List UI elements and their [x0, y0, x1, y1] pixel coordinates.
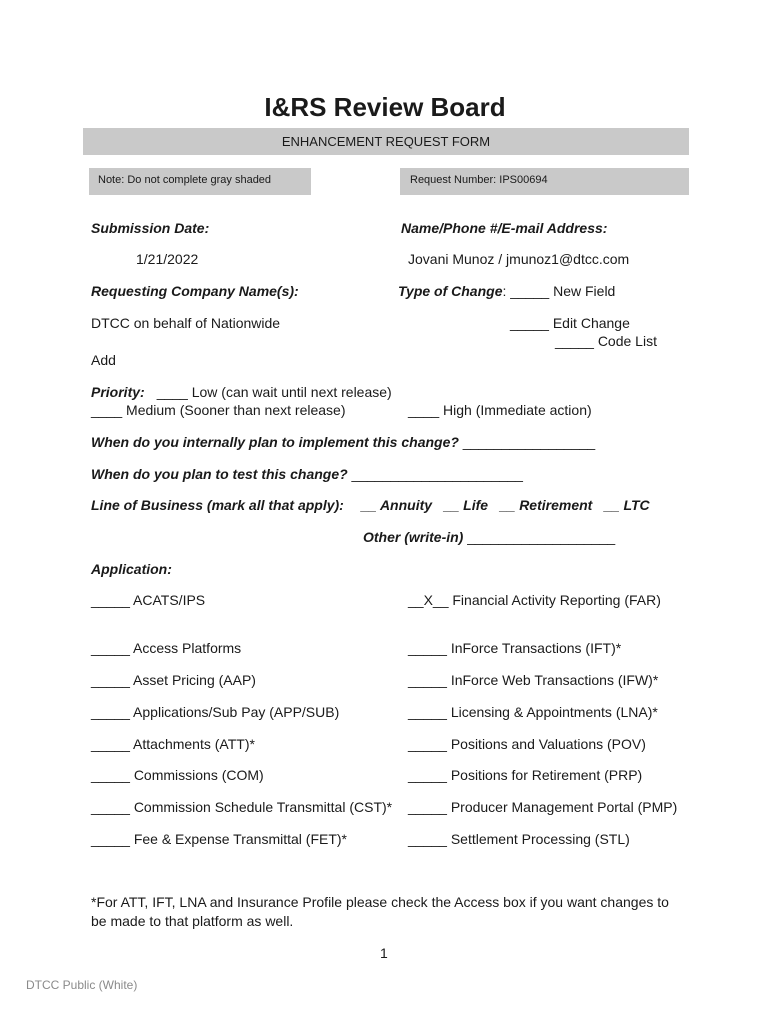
change-type-edit-change: _____ Edit Change — [510, 315, 630, 331]
other-write-in-label: Other (write-in) — [363, 529, 464, 545]
app-financial-activity-reporting: __X__ Financial Activity Reporting (FAR) — [408, 592, 661, 608]
app-fee-expense-transmittal: _____ Fee & Expense Transmittal (FET)* — [91, 831, 347, 847]
change-type-new-field: : _____ New Field — [502, 283, 616, 299]
contact-value: Jovani Munoz / jmunoz1@dtcc.com — [408, 251, 630, 267]
test-question-line — [91, 466, 523, 482]
implement-question-line — [91, 434, 595, 450]
app-positions-retirement: _____ Positions for Retirement (PRP) — [408, 767, 643, 783]
submission-date-label: Submission Date: — [91, 220, 210, 236]
app-licensing-appointments: _____ Licensing & Appointments (LNA)* — [408, 704, 658, 720]
app-producer-management-portal: _____ Producer Management Portal (PMP) — [408, 799, 678, 815]
page-title: I&RS Review Board — [264, 92, 506, 122]
priority-high: ____ High (Immediate action) — [408, 402, 592, 418]
gray-shading-note: Note: Do not complete gray shaded — [89, 168, 311, 195]
app-inforce-transactions: _____ InForce Transactions (IFT)* — [408, 640, 622, 656]
priority-medium: ____ Medium (Sooner than next release) — [91, 402, 346, 418]
submission-date-value: 1/21/2022 — [136, 251, 199, 267]
form-type-band: ENHANCEMENT REQUEST FORM — [83, 128, 689, 155]
test-question-blank: ______________________ — [347, 466, 523, 482]
line-of-business-label: Line of Business (mark all that apply): — [91, 497, 344, 513]
application-label: Application: — [91, 561, 172, 577]
footnote-line-2: be made to that platform as well. — [91, 913, 294, 929]
priority-label: Priority: — [91, 384, 145, 400]
app-applications-sub-pay: _____ Applications/Sub Pay (APP/SUB) — [91, 704, 340, 720]
line-of-business-options: __ Annuity __ Life __ Retirement __ LTC — [361, 497, 650, 513]
app-inforce-web-transactions: _____ InForce Web Transactions (IFW)* — [408, 672, 659, 688]
page-number: 1 — [380, 945, 388, 961]
change-type-code-list: _____ Code List — [555, 333, 657, 349]
app-commissions: _____ Commissions (COM) — [91, 767, 264, 783]
other-write-in-blank: ___________________ — [463, 529, 616, 545]
change-type-add: Add — [91, 352, 116, 368]
priority-low-line — [91, 384, 392, 400]
other-write-in-line — [363, 529, 615, 545]
app-access-platforms: _____ Access Platforms — [91, 640, 242, 656]
change-type-label: Type of Change — [398, 283, 503, 299]
test-question-label: When do you plan to test this change? — [91, 466, 348, 482]
company-label: Requesting Company Name(s): — [91, 283, 299, 299]
contact-label: Name/Phone #/E-mail Address: — [401, 220, 608, 236]
company-value: DTCC on behalf of Nationwide — [91, 315, 281, 331]
classification-footer: DTCC Public (White) — [26, 978, 138, 992]
app-attachments: _____ Attachments (ATT)* — [91, 736, 255, 752]
app-commission-schedule-transmittal: _____ Commission Schedule Transmittal (CST)* — [91, 799, 393, 815]
change-type-line — [398, 283, 615, 299]
implement-question-blank: _________________ — [458, 434, 596, 450]
app-acats-ips: _____ ACATS/IPS — [91, 592, 206, 608]
app-positions-valuations: _____ Positions and Valuations (POV) — [408, 736, 646, 752]
request-number-field: Request Number: IPS00694 — [400, 168, 689, 195]
priority-low: ____ Low (can wait until next release) — [156, 384, 392, 400]
footnote-line-1: *For ATT, IFT, LNA and Insurance Profile please check the Access box if you want changes to — [91, 894, 669, 910]
implement-question-label: When do you internally plan to implement this change? — [91, 434, 459, 450]
app-asset-pricing: _____ Asset Pricing (AAP) — [91, 672, 256, 688]
app-settlement-processing: _____ Settlement Processing (STL) — [408, 831, 630, 847]
